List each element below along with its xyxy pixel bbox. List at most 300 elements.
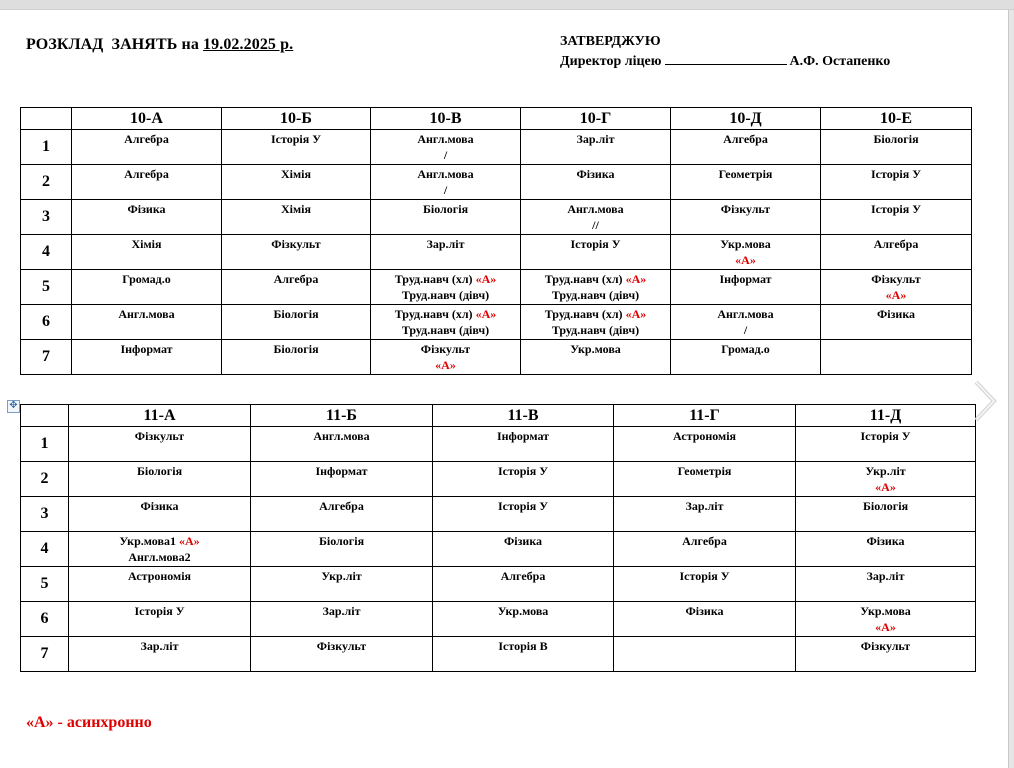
lesson-cell: [371, 340, 521, 375]
lesson-line: [222, 201, 370, 217]
lesson-cell: [72, 165, 222, 200]
subject-text: Історія У: [497, 499, 549, 513]
lesson-line: [69, 549, 250, 565]
lesson-cell: [821, 270, 972, 305]
lesson-cell: [671, 270, 821, 305]
corner-cell: [21, 405, 69, 427]
lesson-line: [433, 638, 613, 654]
lesson-cell: [671, 165, 821, 200]
lesson-cell: [69, 637, 251, 672]
subject-text: Зар.літ: [140, 639, 179, 653]
approval-block: [560, 32, 890, 72]
lesson-line: [821, 131, 971, 147]
lesson-line: [821, 201, 971, 217]
lesson-cell: [821, 130, 972, 165]
lesson-cell: [371, 200, 521, 235]
subject-text: Біологія: [318, 534, 365, 548]
lesson-line: [796, 568, 975, 584]
lesson-line: [69, 638, 250, 654]
subject-text: Англ.мова: [417, 132, 474, 146]
class-header: 11-Д: [796, 405, 976, 427]
subject-text: Фізкульт: [134, 429, 185, 443]
lesson-number: 7: [21, 340, 72, 375]
lesson-cell: [222, 305, 371, 340]
lesson-cell: [72, 130, 222, 165]
lesson-number: 3: [21, 497, 69, 532]
subject-text: Алгебра: [873, 237, 919, 251]
subject-text: Фізика: [576, 167, 615, 181]
lesson-cell: [521, 305, 671, 340]
lesson-cell: [222, 200, 371, 235]
lesson-cell: [433, 427, 614, 462]
lesson-number: 6: [21, 305, 72, 340]
lesson-line: [671, 252, 820, 268]
lesson-row: [21, 130, 972, 165]
lesson-cell: [222, 270, 371, 305]
lesson-row: [21, 340, 972, 375]
lesson-line: [671, 322, 820, 338]
lesson-line: [222, 306, 370, 322]
lesson-cell: [796, 497, 976, 532]
subject-text: Хімія: [281, 167, 311, 181]
director-line: [560, 52, 890, 72]
lesson-cell: [72, 235, 222, 270]
lesson-cell: [222, 165, 371, 200]
lesson-cell: [671, 130, 821, 165]
class-header: 10-Д: [671, 108, 821, 130]
window-top-edge: [0, 0, 1014, 10]
lesson-cell: [821, 200, 972, 235]
page-title: [26, 36, 293, 54]
subject-text: Історія У: [679, 569, 730, 583]
lesson-cell: [796, 462, 976, 497]
lesson-line: [371, 341, 520, 357]
lesson-cell: [521, 165, 671, 200]
subject-text: Біологія: [136, 464, 183, 478]
lesson-row: [21, 497, 976, 532]
lesson-line: [821, 306, 971, 322]
subject-text: Укр.літ: [321, 569, 362, 583]
async-mark: «А»: [625, 272, 647, 286]
lesson-line: [371, 201, 520, 217]
lesson-cell: [251, 462, 433, 497]
lesson-cell: [614, 462, 796, 497]
lesson-cell: [796, 567, 976, 602]
class-header: 10-Е: [821, 108, 972, 130]
lesson-line: [671, 131, 820, 147]
lesson-line: [371, 287, 520, 303]
class-header: 10-Г: [521, 108, 671, 130]
lesson-line: [521, 131, 670, 147]
subject-text: Хімія: [281, 202, 311, 216]
class-header: 10-А: [72, 108, 222, 130]
signature-line: [665, 53, 787, 65]
lesson-line: [72, 201, 221, 217]
lesson-row: [21, 567, 976, 602]
subject-text: Історія У: [497, 464, 549, 478]
subject-text: Історія У: [134, 604, 185, 618]
subject-text: Англ.мова2: [128, 550, 191, 564]
lesson-cell: [671, 200, 821, 235]
lesson-line: [251, 533, 432, 549]
subject-text: Громад.о: [721, 342, 770, 356]
lesson-cell: [796, 427, 976, 462]
lesson-line: [521, 166, 670, 182]
lesson-cell: [371, 235, 521, 270]
lesson-cell: [72, 340, 222, 375]
class-header: 11-Б: [251, 405, 433, 427]
lesson-line: [433, 428, 613, 444]
lesson-line: [371, 357, 520, 373]
lesson-cell: [371, 130, 521, 165]
lesson-line: [72, 341, 221, 357]
subject-text: Фізкульт: [860, 639, 911, 653]
subject-text: Історія У: [860, 429, 911, 443]
document-page: [0, 10, 1009, 768]
subject-text: Труд.навч (хл): [544, 307, 623, 321]
lesson-line: [521, 201, 670, 217]
lesson-cell: [251, 532, 433, 567]
lesson-cell: [72, 305, 222, 340]
lesson-line: [796, 533, 975, 549]
lesson-line: [521, 217, 670, 233]
lesson-number: 5: [21, 567, 69, 602]
lesson-row: [21, 462, 976, 497]
lesson-line: [671, 236, 820, 252]
move-table-icon[interactable]: ✥: [7, 400, 20, 413]
subject-text: Алгебра: [723, 132, 768, 146]
lesson-line: [521, 341, 670, 357]
lesson-line: [433, 498, 613, 514]
approve-label: ЗАТВЕРДЖУЮ: [560, 34, 661, 49]
subject-text: Алгебра: [682, 534, 727, 548]
lesson-cell: [69, 427, 251, 462]
schedule-table-10: [20, 107, 972, 375]
lesson-cell: [433, 567, 614, 602]
subject-text: Історія У: [570, 237, 621, 251]
lesson-line: [614, 533, 795, 549]
director-label: Директор ліцею: [560, 54, 662, 69]
lesson-row: [21, 305, 972, 340]
lesson-cell: [614, 602, 796, 637]
subject-text: Англ.мова: [717, 307, 774, 321]
chevron-right-icon[interactable]: [970, 378, 1000, 424]
schedule-table-11: [20, 404, 976, 672]
lesson-cell: [521, 270, 671, 305]
class-header-row: [21, 405, 976, 427]
lesson-line: [671, 201, 820, 217]
class-header: 10-Б: [222, 108, 371, 130]
subject-text: Інформат: [496, 429, 550, 443]
lesson-line: [521, 322, 670, 338]
async-mark: «А»: [435, 358, 456, 372]
subject-text: Історія У: [870, 202, 922, 216]
title-date: 19.02.2025 р.: [203, 36, 294, 53]
lesson-line: [614, 463, 795, 479]
subject-text: Історія В: [498, 639, 548, 653]
lesson-line: [222, 341, 370, 357]
class-header: 11-Г: [614, 405, 796, 427]
subject-text: Біологія: [873, 132, 919, 146]
async-mark: «А»: [875, 480, 896, 494]
lesson-line: [614, 428, 795, 444]
lesson-cell: [72, 270, 222, 305]
subject-text: Біологія: [273, 307, 319, 321]
subject-text: Зар.літ: [576, 132, 615, 146]
lesson-line: [371, 322, 520, 338]
lesson-number: 1: [21, 130, 72, 165]
lesson-cell: [433, 637, 614, 672]
legend-note: «А» - асинхронно: [26, 714, 152, 731]
lesson-cell: [69, 532, 251, 567]
lesson-number: 2: [21, 462, 69, 497]
subject-text: Труд.навч (дівч): [401, 288, 490, 302]
subject-text: Англ.мова: [417, 167, 474, 181]
lesson-cell: [796, 532, 976, 567]
lesson-row: [21, 165, 972, 200]
lesson-line: [69, 428, 250, 444]
subject-text: Алгебра: [124, 167, 169, 181]
async-mark: «А»: [735, 253, 756, 267]
lesson-cell: [251, 602, 433, 637]
lesson-line: [671, 341, 820, 357]
lesson-line: [251, 603, 432, 619]
lesson-line: [671, 271, 820, 287]
subject-text: Громад.о: [122, 272, 171, 286]
subject-text: Інформат: [719, 272, 772, 286]
subject-text: Фізкульт: [871, 272, 921, 286]
lesson-line: [521, 236, 670, 252]
lesson-line: [796, 479, 975, 495]
subject-text: Труд.навч (хл): [394, 272, 473, 286]
lesson-number: 1: [21, 427, 69, 462]
subject-text: Труд.навч (хл): [544, 272, 623, 286]
subject-text: Алгебра: [124, 132, 169, 146]
lesson-line: [521, 287, 670, 303]
lesson-line: [371, 182, 520, 198]
subject-text: Труд.навч (хл): [394, 307, 473, 321]
lesson-line: [796, 498, 975, 514]
lesson-line: [72, 306, 221, 322]
lesson-line: [251, 428, 432, 444]
subject-text: Біологія: [422, 202, 469, 216]
subject-text: Фізика: [866, 534, 905, 548]
subject-text: Зар.літ: [685, 499, 724, 513]
subject-text: Англ.мова: [567, 202, 624, 216]
lesson-number: 4: [21, 532, 69, 567]
subject-text: Біологія: [862, 499, 909, 513]
director-name: А.Ф. Остапенко: [789, 54, 891, 69]
async-mark: «А»: [885, 288, 907, 302]
lesson-cell: [821, 305, 972, 340]
lesson-cell: [69, 497, 251, 532]
lesson-cell: [521, 200, 671, 235]
lesson-number: 4: [21, 235, 72, 270]
subject-text: Хімія: [131, 237, 162, 251]
subject-text: Зар.літ: [866, 569, 905, 583]
subject-text: Фізкульт: [271, 237, 321, 251]
lesson-line: [72, 166, 221, 182]
async-mark: «А»: [178, 534, 200, 548]
subject-text: Укр.мова1: [119, 534, 176, 548]
async-mark: «А»: [475, 272, 497, 286]
subject-text: /: [743, 323, 748, 337]
subject-text: Укр.мова: [570, 342, 621, 356]
lesson-number: 3: [21, 200, 72, 235]
subject-text: Зар.літ: [322, 604, 361, 618]
subject-text: Інформат: [120, 342, 173, 356]
lesson-cell: [371, 165, 521, 200]
subject-text: //: [592, 218, 599, 232]
subject-text: Укр.мова: [720, 237, 771, 251]
lesson-line: [821, 236, 971, 252]
lesson-cell: [671, 235, 821, 270]
lesson-cell: [69, 602, 251, 637]
lesson-line: [371, 166, 520, 182]
subject-text: Зар.літ: [426, 237, 465, 251]
lesson-cell: [614, 637, 796, 672]
lesson-cell: [671, 340, 821, 375]
lesson-cell: [371, 270, 521, 305]
lesson-line: [222, 131, 370, 147]
subject-text: Історія У: [270, 132, 322, 146]
lesson-line: [433, 463, 613, 479]
subject-text: Фізкульт: [420, 342, 471, 356]
lesson-cell: [433, 497, 614, 532]
subject-text: Фізика: [140, 499, 179, 513]
subject-text: Англ.мова: [118, 307, 175, 321]
subject-text: /: [443, 148, 448, 162]
lesson-cell: [251, 567, 433, 602]
lesson-row: [21, 270, 972, 305]
lesson-line: [69, 568, 250, 584]
class-header: 11-В: [433, 405, 614, 427]
subject-text: Фізика: [685, 604, 724, 618]
lesson-cell: [433, 462, 614, 497]
subject-text: Фізика: [127, 202, 166, 216]
subject-text: Історія У: [870, 167, 922, 181]
subject-text: Труд.навч (дівч): [551, 323, 640, 337]
subject-text: Труд.навч (дівч): [551, 288, 640, 302]
lesson-cell: [521, 235, 671, 270]
lesson-row: [21, 427, 976, 462]
lesson-line: [69, 463, 250, 479]
subject-text: Фізика: [876, 307, 916, 321]
lesson-number: 5: [21, 270, 72, 305]
lesson-row: [21, 235, 972, 270]
lesson-cell: [821, 165, 972, 200]
lesson-line: [671, 166, 820, 182]
lesson-cell: [371, 305, 521, 340]
lesson-line: [821, 287, 971, 303]
lesson-line: [222, 166, 370, 182]
subject-text: Інформат: [315, 464, 368, 478]
subject-text: Геометрія: [718, 167, 773, 181]
lesson-line: [69, 603, 250, 619]
lesson-line: [796, 619, 975, 635]
lesson-cell: [69, 567, 251, 602]
lesson-line: [371, 236, 520, 252]
lesson-row: [21, 200, 972, 235]
lesson-cell: [821, 235, 972, 270]
lesson-line: [371, 131, 520, 147]
lesson-line: [796, 428, 975, 444]
lesson-row: [21, 532, 976, 567]
lesson-line: [251, 638, 432, 654]
lesson-line: [371, 306, 520, 322]
lesson-line: [69, 533, 250, 549]
lesson-cell: [222, 235, 371, 270]
lesson-cell: [614, 427, 796, 462]
lesson-line: [69, 498, 250, 514]
subject-text: Алгебра: [319, 499, 364, 513]
subject-text: Алгебра: [500, 569, 546, 583]
lesson-cell: [433, 532, 614, 567]
lesson-line: [433, 568, 613, 584]
lesson-line: [72, 131, 221, 147]
lesson-number: 2: [21, 165, 72, 200]
lesson-line: [371, 271, 520, 287]
lesson-line: [72, 271, 221, 287]
lesson-line: [251, 463, 432, 479]
lesson-line: [821, 166, 971, 182]
subject-text: Укр.мова: [860, 604, 911, 618]
lesson-line: [222, 236, 370, 252]
subject-text: Астрономія: [127, 569, 192, 583]
lesson-cell: [251, 427, 433, 462]
lesson-line: [821, 271, 971, 287]
lesson-cell: [521, 130, 671, 165]
lesson-row: [21, 602, 976, 637]
lesson-line: [614, 498, 795, 514]
lesson-cell: [821, 340, 972, 375]
subject-text: Геометрія: [677, 464, 732, 478]
lesson-cell: [796, 637, 976, 672]
lesson-cell: [521, 340, 671, 375]
subject-text: Астрономія: [672, 429, 737, 443]
lesson-cell: [614, 532, 796, 567]
subject-text: Укр.мова: [497, 604, 549, 618]
lesson-cell: [796, 602, 976, 637]
lesson-cell: [222, 340, 371, 375]
subject-text: Укр.літ: [865, 464, 906, 478]
subject-text: Фізкульт: [316, 639, 367, 653]
subject-text: Фізика: [503, 534, 543, 548]
lesson-line: [796, 463, 975, 479]
lesson-line: [796, 603, 975, 619]
lesson-line: [521, 271, 670, 287]
lesson-line: [796, 638, 975, 654]
lesson-line: [433, 603, 613, 619]
title-prefix: РОЗКЛАД ЗАНЯТЬ на: [26, 36, 204, 53]
lesson-line: [614, 603, 795, 619]
subject-text: Алгебра: [273, 272, 319, 286]
subject-text: Англ.мова: [313, 429, 370, 443]
lesson-line: [251, 498, 432, 514]
lesson-cell: [614, 497, 796, 532]
class-header-row: [21, 108, 972, 130]
subject-text: /: [443, 183, 448, 197]
subject-text: Біологія: [273, 342, 319, 356]
async-mark: «А»: [475, 307, 497, 321]
async-mark: «А»: [625, 307, 647, 321]
lesson-cell: [671, 305, 821, 340]
lesson-number: 7: [21, 637, 69, 672]
subject-text: Фізкульт: [720, 202, 771, 216]
lesson-line: [521, 306, 670, 322]
lesson-line: [222, 271, 370, 287]
lesson-line: [614, 568, 795, 584]
